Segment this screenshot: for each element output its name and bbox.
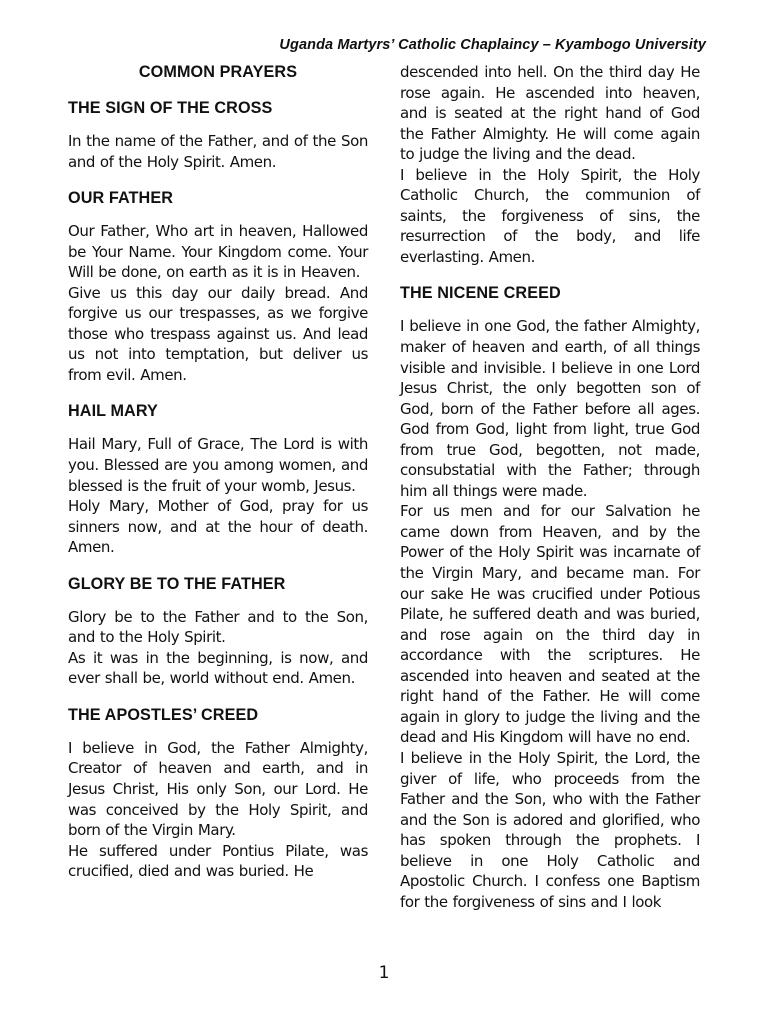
glory-be-title: GLORY BE TO THE FATHER: [68, 574, 286, 593]
apostles-creed-text-2-full: [0, 0, 1, 1]
page-number: 1: [378, 963, 390, 983]
glory-be-text-1: Glory be to the Father and to the Son, and to the Holy Spirit.: [68, 607, 368, 647]
our-father-text-2: Give us this day our daily bread. And forgive us our trespasses, as we forgive those who trespass against us. And lead us not into temptation, but deliver us from evil. Amen.: [68, 283, 368, 384]
nicene-creed-title: THE NICENE CREED: [400, 284, 561, 303]
right-column: [400, 62, 700, 912]
apostles-creed-text-1: I believe in God, the Father Almighty, Creator of heaven and earth, and in Jesus Christ, His only Son, our Lord. He was conceived by the Holy Spirit, and born of the Virgin Mary.: [68, 738, 368, 840]
apostles-creed-text-2-end: descended into hell. On the third day He rose again. He ascended into heaven, and is seated at the right hand of God the Father Almighty. He will come again to judge the living and the dead.: [400, 63, 700, 164]
sign-of-cross-text: In the name of the Father, and of the Son and of the Holy Spirit. Amen.: [68, 132, 368, 171]
nicene-creed-text-1: I believe in one God, the father Almighty, maker of heaven and earth, of all things visible and invisible. I believe in one Lord Jesus Christ, the only begotten son of God, born of the Father before all ages. God from God, light from light, true God from true God, begotten, not made, consubstatial with the Father; through him all things were made.: [400, 317, 700, 500]
running-header: Uganda Martyrs’ Catholic Chaplaincy – Kyambogo University: [279, 37, 706, 53]
apostles-creed-text-2-start: He suffered under Pontius Pilate, was crucified, died and was buried. He: [68, 841, 368, 881]
page-title: COMMON PRAYERS: [138, 63, 298, 81]
our-father-title: OUR FATHER: [68, 189, 174, 208]
hail-mary-text-1: Hail Mary, Full of Grace, The Lord is with you. Blessed are you among women, and blessed is the fruit of your womb, Jesus.: [68, 435, 368, 495]
nicene-creed-text-2: For us men and for our Salvation he came down from Heaven, and by the Power of the Holy Spirit was incarnate of the Virgin Mary, and became man. For our sake He was crucified under Potious Pilate, he suffered death and was buried, and rose again on the third day in accordance with the scriptures. He ascended into heaven and seated at the right hand of the Father. He will come again in glory to judge the living and the dead and His Kingdom will have no end.: [400, 502, 700, 747]
nicene-creed-text-3: I believe in the Holy Spirit, the Lord, the giver of life, who proceeds from the Father and the Son, who with the Father and the Son is adored and glorified, who has spoken through the prophets. I believe in one Holy Catholic and Apostolic Church. I confess one Baptism for the forgiveness of sins and I look: [400, 748, 700, 911]
apostles-creed-title: THE APOSTLES’ CREED: [68, 705, 259, 724]
hail-mary-text-2: Holy Mary, Mother of God, pray for us sinners now, and at the hour of death. Amen.: [68, 497, 368, 557]
our-father-text-1: Our Father, Who art in heaven, Hallowed be Your Name. Your Kingdom come. Your Will be done, on earth as it is in Heaven.: [68, 222, 368, 282]
sign-of-cross-title: THE SIGN OF THE CROSS: [68, 99, 273, 117]
hail-mary-title: HAIL MARY: [68, 402, 158, 421]
apostles-creed-text-3: I believe in the Holy Spirit, the Holy Catholic Church, the communion of saints, the forgiveness of sins, the resurrection of the body, and life everlasting. Amen.: [400, 165, 700, 266]
left-column: [68, 62, 368, 882]
glory-be-text-2: As it was in the beginning, is now, and ever shall be, world without end. Amen.: [68, 648, 368, 688]
